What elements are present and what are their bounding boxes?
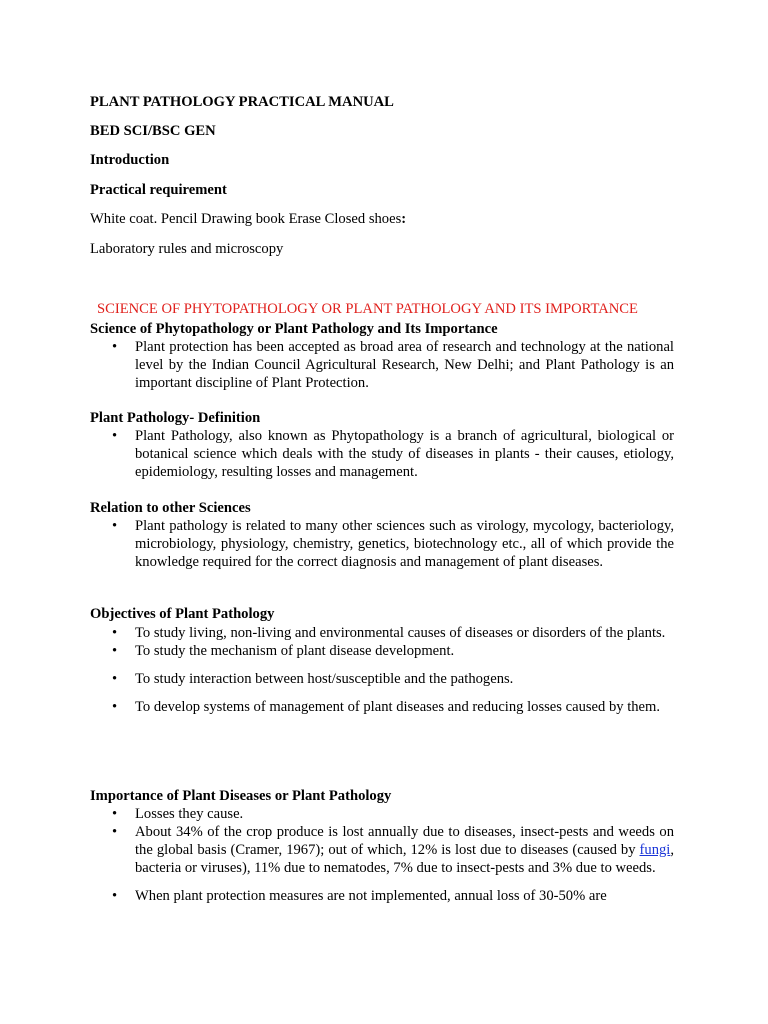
list-item: • To study interaction between host/susceptible and the pathogens. (90, 670, 674, 688)
list-item: • To study the mechanism of plant disease development. (90, 642, 674, 660)
list-item: • Plant pathology is related to many other sciences such as virology, mycology, bacteriology, microbiology, physiology, chemistry, genetics, biotechnology etc., all of which provide the knowledge required for the correct diagnosis and management of plant diseases. (90, 517, 674, 571)
practical-requirement-heading: Practical requirement (90, 182, 227, 198)
bullet-list-objectives (90, 624, 674, 716)
bullet-list-definition (90, 427, 674, 481)
list-item: • Plant Pathology, also known as Phytopathology is a branch of agricultural, biological or botanical science which deals with the study of diseases in plants - their causes, etiology, epidemiology, resulting losses and management. (90, 427, 674, 481)
list-item: • When plant protection measures are not implemented, annual loss of 30-50% are (90, 887, 674, 905)
losses-text-before: About 34% of the crop produce is lost annually due to diseases, insect-pests and weeds on the global basis (Cramer, 1967); out of which, 12% is lost due to diseases (caused by (135, 824, 674, 858)
bullet-list-relation (90, 517, 674, 571)
introduction-heading: Introduction (90, 152, 170, 168)
red-section-heading: SCIENCE OF PHYTOPATHOLOGY OR PLANT PATHOLOGY AND ITS IMPORTANCE (97, 301, 638, 317)
list-item-losses (90, 823, 674, 877)
course-label: BED SCI/BSC GEN (90, 123, 216, 139)
document-title: PLANT PATHOLOGY PRACTICAL MANUAL (90, 94, 394, 110)
requirements-list-text: White coat. Pencil Drawing book Erase Closed shoes (90, 211, 402, 227)
losses-text-after: , bacteria or viruses), 11% due to nematodes, 7% due to insect-pests and 3% due to weeds. (135, 842, 674, 876)
list-item: • To develop systems of management of plant diseases and reducing losses caused by them. (90, 698, 674, 716)
section-heading-importance: Importance of Plant Diseases or Plant Pathology (90, 788, 392, 804)
section-heading-relation: Relation to other Sciences (90, 500, 251, 516)
fungi-link[interactable]: fungi (639, 842, 671, 858)
lab-rules-text: Laboratory rules and microscopy (90, 241, 284, 257)
requirements-text (90, 210, 406, 228)
bullet-list-science (90, 338, 674, 392)
list-item: • Losses they cause. (90, 805, 674, 823)
list-item: • To study living, non-living and environmental causes of diseases or disorders of the plants. (90, 624, 674, 642)
list-item: • Plant protection has been accepted as broad area of research and technology at the national level by the Indian Council Agricultural Research, New Delhi; and Plant Pathology is an important discipline of Plant Protection. (90, 338, 674, 392)
section-heading-objectives: Objectives of Plant Pathology (90, 606, 275, 622)
bullet-list-importance (90, 805, 674, 905)
requirements-colon: : (401, 211, 407, 227)
section-heading-science: Science of Phytopathology or Plant Pathology and Its Importance (90, 321, 498, 337)
section-heading-definition: Plant Pathology- Definition (90, 410, 261, 426)
